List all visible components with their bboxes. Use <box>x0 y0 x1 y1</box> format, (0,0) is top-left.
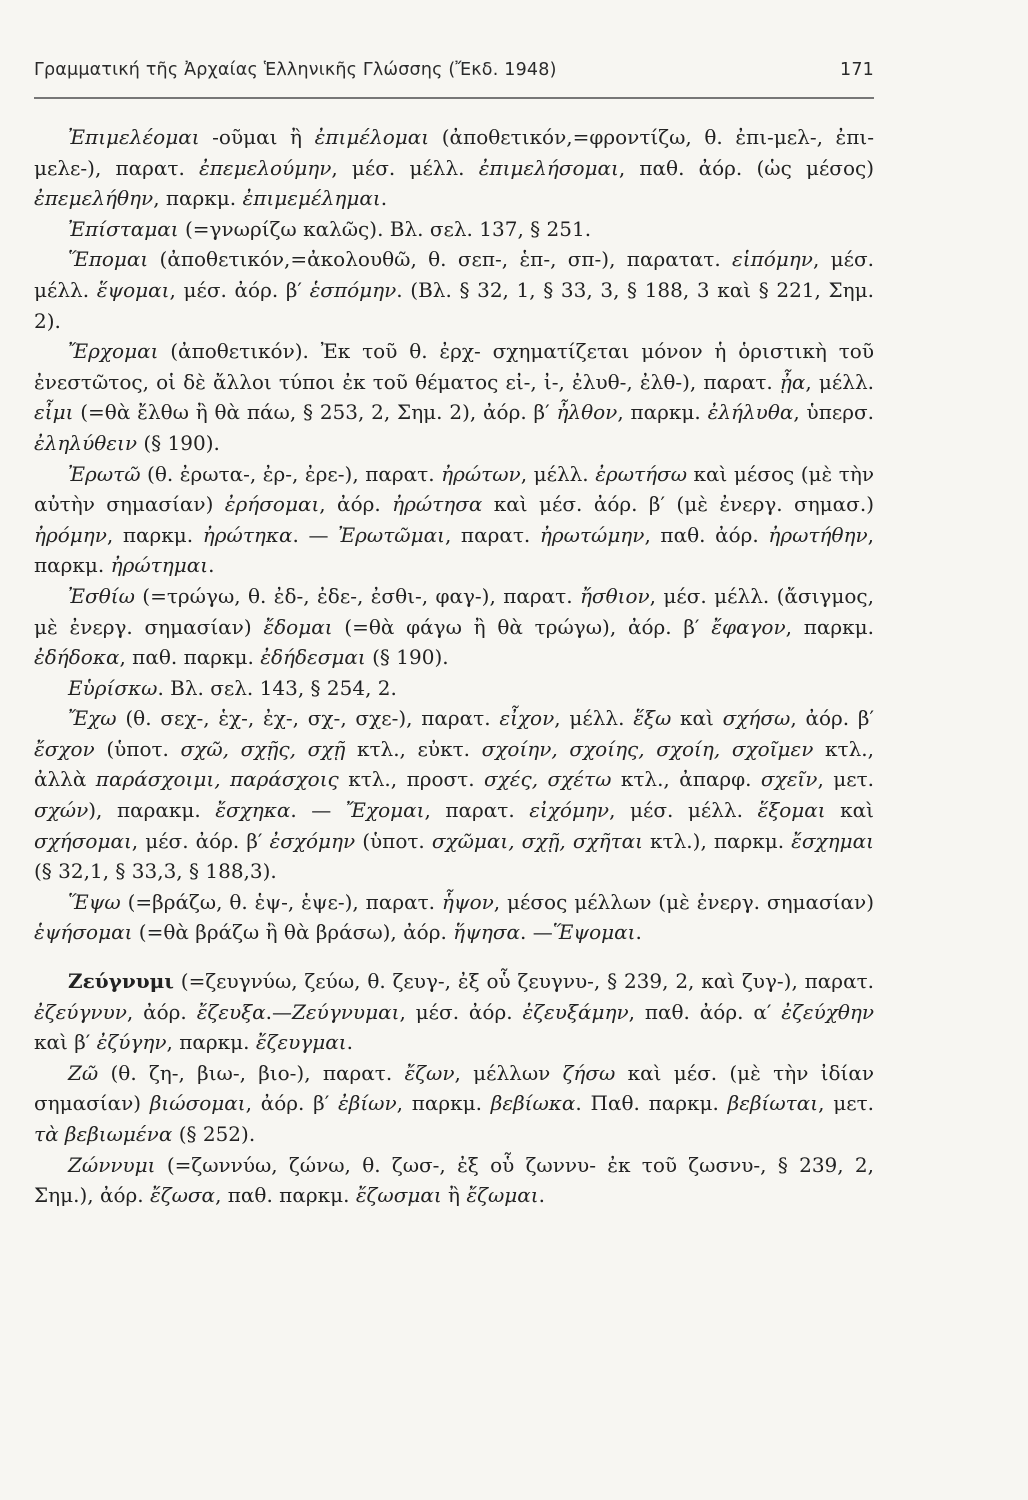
headword: Ἔρχομαι <box>68 339 159 364</box>
entry-text: , ὑπερσ. <box>793 400 874 425</box>
entry-text: , παθ. παρκμ. <box>119 645 261 670</box>
entry-text: (=θὰ ἔλθω ἢ θὰ πάω, § 253, 2, Σημ. 2), ἀόρ. β′ <box>73 400 557 425</box>
entry-text: . — <box>292 522 339 547</box>
verb-form: ἔδομαι <box>263 614 333 639</box>
verb-form: ἤσθιον <box>579 583 650 608</box>
entry-text: (=ζωννύω, ζώνω, θ. ζωσ-, ἐξ οὗ ζωννυ- ἐκ τοῦ ζωσνυ-, § 239, 2, Σημ.), ἀόρ. <box>34 1152 874 1208</box>
verb-entry <box>34 1058 874 1150</box>
entry-text: κτλ., ἀλλὰ <box>34 736 875 792</box>
entry-text: , μέσ. μέλλ. <box>34 247 874 302</box>
entry-text: (ἀποθετικόν,=φροντίζω, θ. ἐπι-μελ-, ἐπι-μελε-), παρατ. <box>34 125 875 180</box>
entry-text: κτλ., ἀπαρφ. <box>611 767 761 792</box>
entry-text: , μέσ. μέλλ. <box>331 155 479 180</box>
verb-form: ἔζευγμαι <box>255 1030 347 1055</box>
entry-text: , μετ. <box>817 767 875 792</box>
headword: Ἕπομαι <box>68 247 149 272</box>
verb-form: ζήσω <box>562 1060 616 1085</box>
entry-text: (ἀποθετικόν,=ἀκολουθῶ, θ. σεπ-, ἑπ-, σπ-), παρατατ. <box>148 247 733 272</box>
verb-form: Ἕψομαι <box>552 920 636 945</box>
verb-form: ἐπιμέλομαι <box>314 125 430 149</box>
verb-entry <box>34 581 874 673</box>
entry-text: (θ. σεχ-, ἑχ-, ἐχ-, σχ-, σχε-), παρατ. <box>116 706 500 731</box>
headword: Ἔχω <box>68 706 117 731</box>
entry-text: , μέσ. ἀόρ. β′ <box>131 828 270 853</box>
entry-text: , παρκμ. <box>153 186 243 211</box>
entry-text: , παρκμ. <box>34 522 875 578</box>
verb-form: ἕξομαι <box>757 798 826 823</box>
verb-entry <box>34 703 874 887</box>
verb-form: ἐλήλυθα <box>707 400 794 425</box>
headword: Ζώννυμι <box>68 1152 156 1177</box>
entry-text: , μετ. <box>818 1091 874 1116</box>
entry-text: , ἀόρ. <box>319 492 393 517</box>
verb-form: ἔζωσμαι <box>355 1183 442 1208</box>
verb-form: ἠρωτήθην <box>768 522 868 547</box>
verb-form: ἐδήδεσμαι <box>260 645 366 670</box>
verb-form: ἐπεμελούμην <box>199 155 332 180</box>
entry-text: κτλ., προστ. <box>338 767 485 792</box>
verb-form: ἔζωσα <box>150 1183 216 1208</box>
entry-text: καὶ μέσ. (μὲ τὴν ἰδίαν σημασίαν) <box>34 1060 875 1116</box>
entry-text: , μέλλ. <box>805 369 874 394</box>
verb-form: ἔζωμαι <box>466 1183 539 1208</box>
entry-text: . <box>380 186 388 211</box>
headword: Ἐπιμελέομαι <box>68 125 200 149</box>
dictionary-body <box>34 122 874 1211</box>
entry-text: , μέσ. ἀόρ. β′ <box>169 277 310 302</box>
verb-form: ἐρήσομαι <box>224 492 320 517</box>
entry-text: . <box>538 1183 545 1208</box>
entry-text: . Βλ. σελ. 143, § 254, 2. <box>157 675 397 700</box>
verb-entry <box>34 966 874 1058</box>
entry-text: (ὑποτ. <box>355 828 432 853</box>
headword: Ἕψω <box>68 889 121 914</box>
entry-text: (ἀποθετικόν). Ἐκ τοῦ θ. ἐρχ- σχηματίζεται μόνον ἡ ὁριστικὴ τοῦ ἐνεστῶτος, οἱ δὲ ἄλλοι τύποι ἐκ τοῦ θέματος εἰ-, ἰ-, ἐλυθ-, ἐλθ-), παρατ. <box>34 339 874 394</box>
verb-form: ἠρώτων <box>441 461 521 486</box>
verb-entry <box>34 214 874 245</box>
entry-text: , μέσ. μέλλ. (ἄσιγμος, μὲ ἐνεργ. σημασίαν) <box>34 583 874 639</box>
verb-entry <box>34 122 874 214</box>
verb-form: σχῶμαι, σχῇ, σχῆται <box>431 828 643 853</box>
headword: Ἐσθίω <box>68 583 135 608</box>
entry-text: .— <box>265 999 293 1024</box>
headword: Ζεύγνυμι <box>68 969 174 994</box>
section-gap <box>34 948 874 966</box>
verb-form: ἠρόμην <box>34 522 107 547</box>
entry-text: , ἀόρ. β′ <box>790 706 875 731</box>
entry-text: , παθ. ἀόρ. α′ <box>628 999 782 1024</box>
verb-form: ἕξω <box>633 706 672 731</box>
verb-form: βεβίωκα <box>490 1091 576 1116</box>
verb-form: ἦλθον <box>556 400 618 425</box>
verb-form: ἠρώτηκα <box>202 522 293 547</box>
verb-form: βεβίωται <box>727 1091 819 1116</box>
verb-form: ἔζων <box>404 1060 455 1085</box>
verb-form: βιώσομαι <box>149 1091 246 1116</box>
entry-text: . Παθ. παρκμ. <box>575 1091 728 1116</box>
entry-text: ), παρακμ. <box>88 798 216 823</box>
verb-entry <box>34 459 874 581</box>
entry-text: , παθ. ἀόρ. <box>644 522 769 547</box>
verb-form: ἠρώτημαι <box>110 553 209 578</box>
verb-form: ἔζευξα <box>196 999 266 1024</box>
entry-text: . (Βλ. § 32, 1, § 33, 3, § 188, 3 καὶ § 221, Σημ. 2). <box>34 277 874 333</box>
entry-text: (§ 252). <box>172 1122 256 1146</box>
verb-form: σχών <box>34 798 89 823</box>
entry-text: -οῦμαι ἢ <box>199 125 315 149</box>
verb-form: εἶχον <box>499 706 555 731</box>
verb-form: ἔφαγον <box>711 614 786 639</box>
verb-form: ἑσπόμην <box>309 277 397 302</box>
entry-text: , παθ. παρκμ. <box>215 1183 356 1208</box>
entry-text: , μέσ. ἀόρ. <box>399 999 523 1024</box>
entry-text: κτλ., εὐκτ. <box>345 736 482 761</box>
page-number: 171 <box>839 60 874 80</box>
verb-form: ἥψησα <box>453 920 520 945</box>
entry-text: (θ. ἐρωτα-, ἐρ-, ἐρε-), παρατ. <box>140 461 442 486</box>
entry-text: , ἀόρ. <box>126 999 197 1024</box>
entry-text: . <box>208 553 215 578</box>
entry-text: καὶ <box>825 798 874 823</box>
entry-text: καὶ μέσος (μὲ τὴν αὐτὴν σημασίαν) <box>34 461 874 517</box>
entry-text: . — <box>519 920 553 945</box>
entry-text: (§ 32,1, § 33,3, § 188,3). <box>34 859 277 884</box>
entry-text: , παρκμ. <box>617 400 708 425</box>
entry-text: , ἀόρ. β′ <box>245 1091 339 1116</box>
verb-form: ἐπιμελήσομαι <box>478 155 619 180</box>
entry-text: (=γνωρίζω καλῶς). Βλ. σελ. 137, § 251. <box>178 216 592 241</box>
verb-form: ἐζύγην <box>96 1030 167 1055</box>
verb-form: ἑψήσομαι <box>34 920 133 945</box>
entry-text: (=θὰ φάγω ἢ θὰ τρώγω), ἀόρ. β′ <box>332 614 712 639</box>
verb-form: σχήσω <box>722 706 791 731</box>
entry-text: (§ 190). <box>137 430 220 455</box>
entry-text: , παρατ. <box>424 798 530 823</box>
entry-text: (=ζευγνύω, ζεύω, θ. ζευγ-, ἐξ οὗ ζευγνυ-, § 239, 2, καὶ ζυγ-), παρατ. <box>173 969 874 994</box>
verb-form: σχήσομαι <box>34 828 132 853</box>
entry-text: , μέλλ. <box>520 461 596 486</box>
entry-text: , παρατ. <box>444 522 540 547</box>
verb-form: ἠρώτησα <box>392 492 483 517</box>
entry-text: . — <box>290 798 346 823</box>
headword: Εὑρίσκω <box>68 675 158 700</box>
verb-form: ἠρωτώμην <box>539 522 645 547</box>
entry-text: κτλ.), παρκμ. <box>643 828 792 853</box>
entry-text: καὶ β′ <box>34 1030 97 1055</box>
verb-form: σχοίην, σχοίης, σχοίη, σχοῖμεν <box>481 736 814 761</box>
verb-form: εἱπόμην <box>732 247 813 272</box>
running-header <box>34 60 874 80</box>
entry-text: . <box>346 1030 353 1055</box>
entry-text: , μέσ. μέλλ. <box>609 798 758 823</box>
verb-form: Ζεύγνυμαι <box>292 999 400 1024</box>
verb-entry <box>34 673 874 704</box>
entry-text: , μέλλ. <box>554 706 634 731</box>
entry-text: (=τρώγω, θ. ἐδ-, ἐδε-, ἐσθι-, φαγ-), παρατ. <box>134 583 580 608</box>
verb-form: ἔσχον <box>34 736 95 761</box>
entry-text: καὶ μέσ. ἀόρ. β′ (μὲ ἐνεργ. σημασ.) <box>482 492 874 517</box>
entry-text: ἢ <box>441 1183 467 1208</box>
verb-form: ἐπιμεμέλημαι <box>242 186 381 211</box>
entry-text: (=θὰ βράζω ἢ θὰ βράσω), ἀόρ. <box>132 920 454 945</box>
verb-form: σχές, σχέτω <box>484 767 612 792</box>
verb-form: ἧψον <box>441 889 494 914</box>
entry-text: , μέλλων <box>454 1060 563 1085</box>
verb-form: ἐληλύθειν <box>34 430 137 455</box>
verb-entry <box>34 1150 874 1211</box>
verb-form: εἶμι <box>34 400 74 425</box>
entry-text: , παρκμ. <box>166 1030 256 1055</box>
headword: Ἐρωτῶ <box>68 461 141 486</box>
entry-text: , παρκμ. <box>785 614 874 639</box>
verb-form: ἐδήδοκα <box>34 645 120 670</box>
verb-form: ἔσχημαι <box>791 828 875 853</box>
entry-text: (ὑποτ. <box>94 736 181 761</box>
entry-text: , παρκμ. <box>106 522 203 547</box>
entry-text: καὶ <box>671 706 723 731</box>
header-rule <box>34 97 874 99</box>
entry-text: (§ 190). <box>365 645 449 670</box>
entry-text: (=βράζω, θ. ἑψ-, ἑψε-), παρατ. <box>120 889 442 914</box>
verb-form: ἐπεμελήθην <box>34 186 154 211</box>
verb-form: ἐζεύγνυν <box>34 999 127 1024</box>
headword: Ζῶ <box>68 1060 99 1085</box>
verb-form: τὰ βεβιωμένα <box>34 1122 173 1146</box>
entry-text: (θ. ζη-, βιω-, βιο-), παρατ. <box>98 1060 405 1085</box>
verb-form: σχεῖν <box>760 767 818 792</box>
verb-form: ἔσχηκα <box>215 798 291 823</box>
verb-form: ἐβίων <box>338 1091 397 1116</box>
verb-form: ἐζεύχθην <box>781 999 875 1024</box>
verb-form: ἐζευξάμην <box>522 999 629 1024</box>
verb-entry <box>34 336 874 458</box>
book-title: Γραμματική τῆς Ἀρχαίας Ἑλληνικῆς Γλώσσης (Ἔκδ. 1948) <box>34 60 557 80</box>
verb-form: ἐσχόμην <box>269 828 356 853</box>
verb-form: Ἔχομαι <box>345 798 425 823</box>
entry-text: , μέσος μέλλων (μὲ ἐνεργ. σημασίαν) <box>493 889 875 914</box>
verb-form: Ἐρωτῶμαι <box>338 522 445 547</box>
verb-form: ἐρωτήσω <box>595 461 688 486</box>
verb-entry <box>34 887 874 948</box>
headword: Ἐπίσταμαι <box>68 216 179 241</box>
verb-form: εἰχόμην <box>529 798 610 823</box>
entry-text: , παρκμ. <box>396 1091 491 1116</box>
entry-text: , παθ. ἀόρ. (ὡς μέσος) <box>618 155 874 180</box>
verb-form: παράσχοιμι, παράσχοις <box>95 767 339 792</box>
verb-form: ᾖα <box>779 369 806 394</box>
verb-form: ἕψομαι <box>96 277 170 302</box>
verb-form: σχῶ, σχῇς, σχῇ <box>180 736 346 761</box>
verb-entry <box>34 244 874 336</box>
entry-text: . <box>635 920 642 945</box>
